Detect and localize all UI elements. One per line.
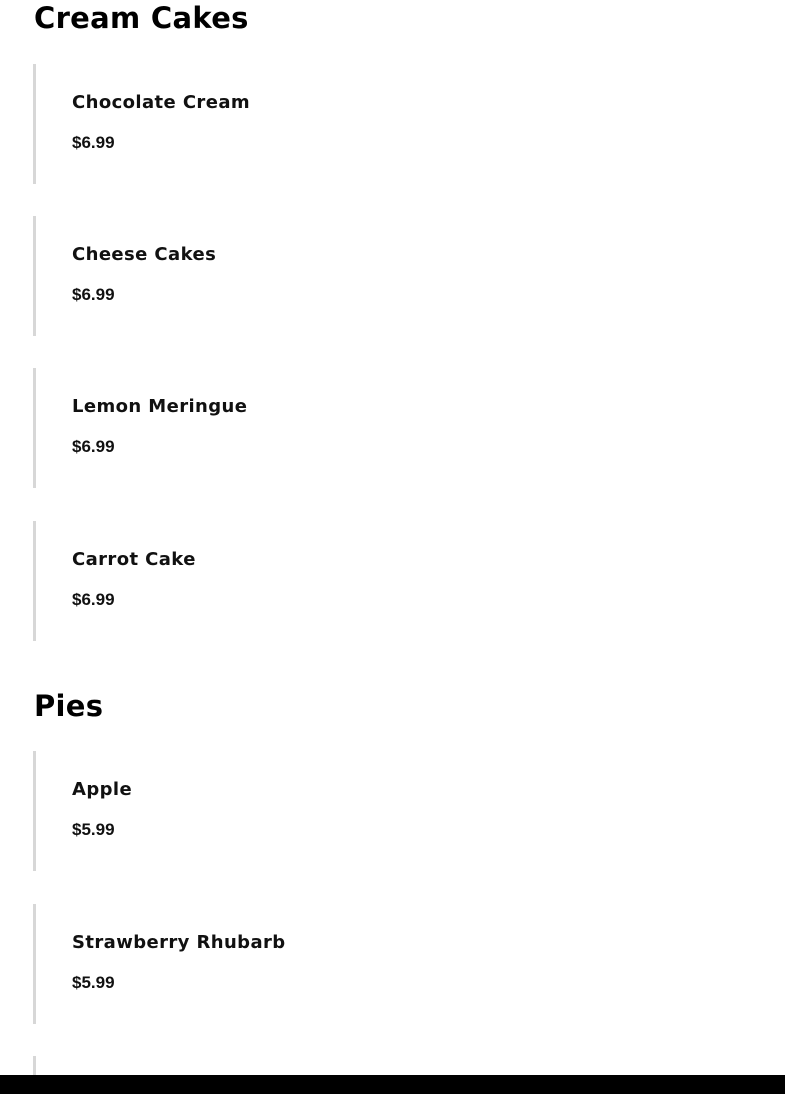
menu-item-price: $5.99 <box>72 820 115 839</box>
menu-item-price: $6.99 <box>72 590 115 609</box>
menu-item-cheese-cakes <box>33 216 733 336</box>
menu-item-apple <box>33 751 733 871</box>
menu-item-lemon-meringue <box>33 368 733 488</box>
menu-item-price: $6.99 <box>72 285 115 304</box>
menu-item-price: $6.99 <box>72 437 115 456</box>
menu-item-name: Lemon Meringue <box>72 396 248 417</box>
bottom-bar <box>0 1075 785 1094</box>
menu-item-name: Strawberry Rhubarb <box>72 932 286 953</box>
section-title-cream-cakes: Cream Cakes <box>34 1 249 35</box>
menu-item-strawberry-rhubarb <box>33 904 733 1024</box>
menu-item-name: Apple <box>72 779 133 800</box>
menu-item-partial <box>33 1056 733 1075</box>
menu-item-price: $5.99 <box>72 973 115 992</box>
menu-item-price: $6.99 <box>72 133 115 152</box>
menu-item-name: Cheese Cakes <box>72 244 217 265</box>
section-title-pies: Pies <box>34 689 104 723</box>
menu-item-chocolate-cream <box>33 64 733 184</box>
menu-item-name: Chocolate Cream <box>72 92 251 113</box>
menu-item-carrot-cake <box>33 521 733 641</box>
menu-item-name: Carrot Cake <box>72 549 196 570</box>
